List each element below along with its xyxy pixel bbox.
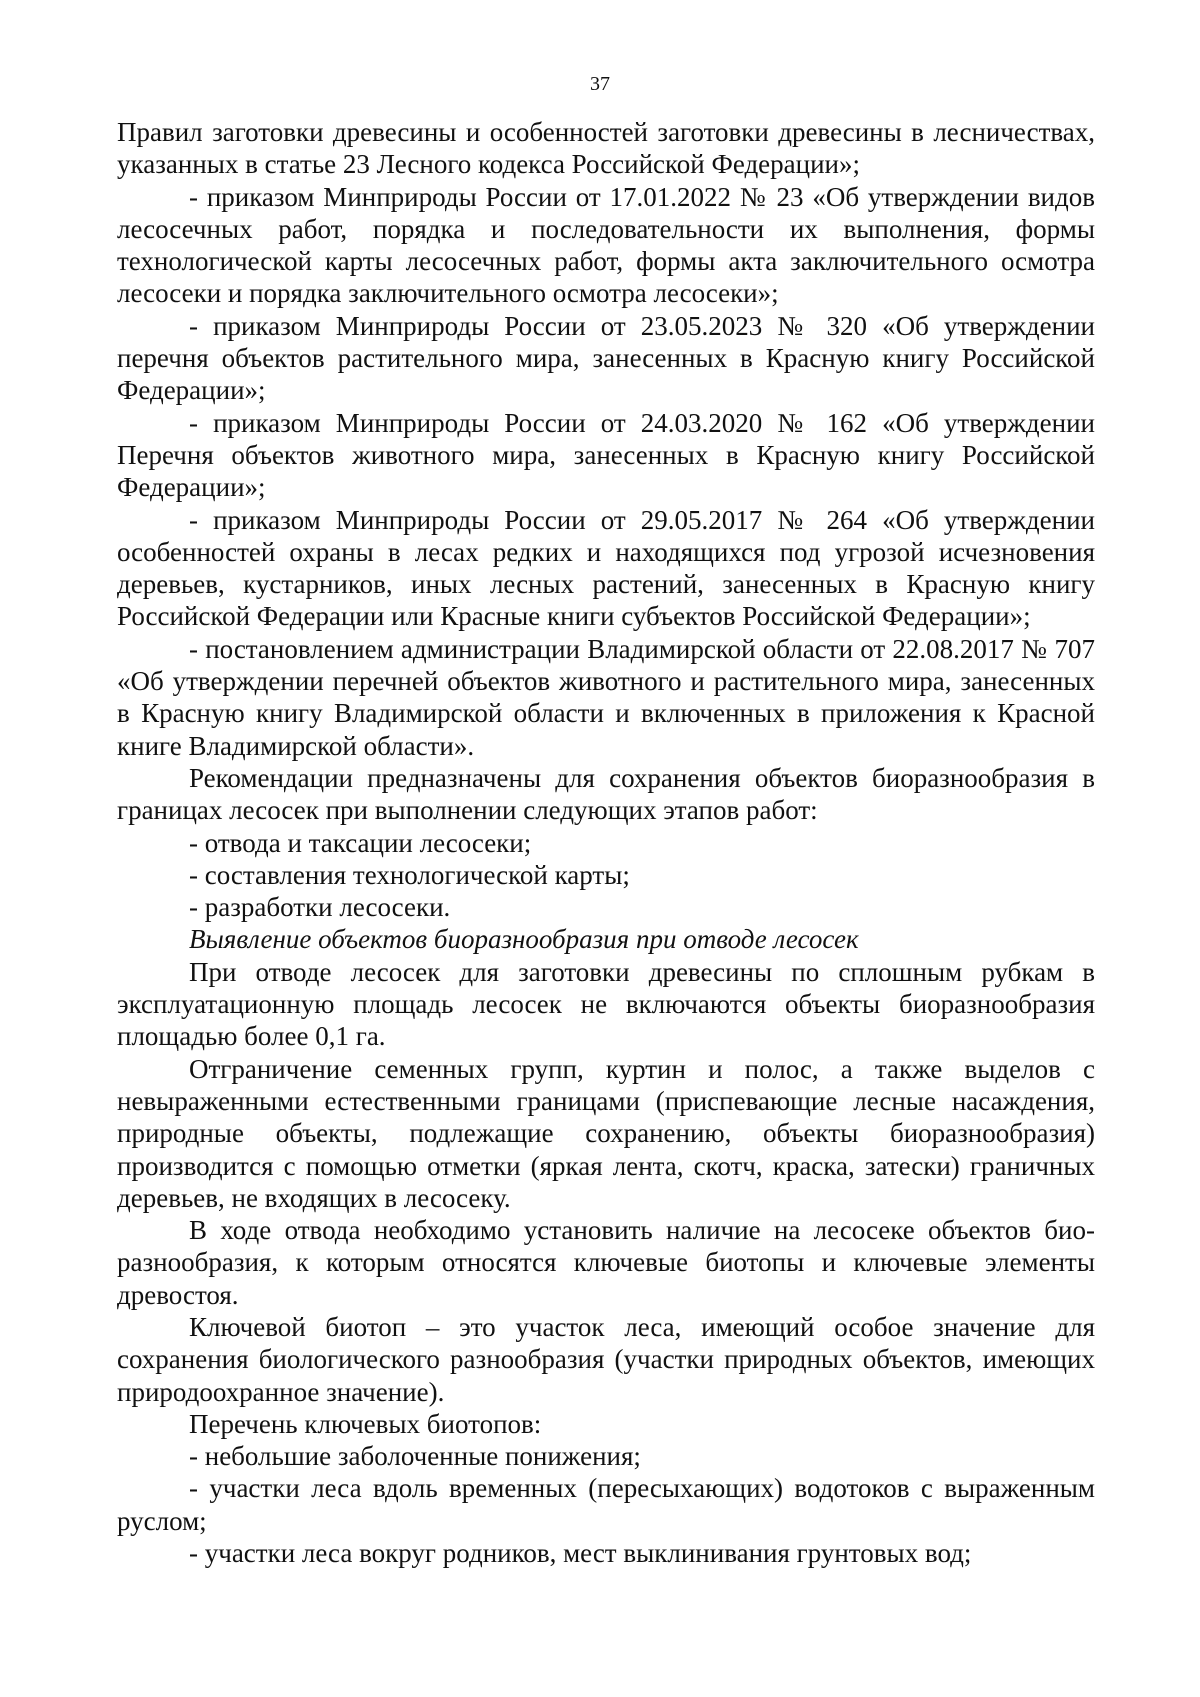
paragraph-allocation: При отводе лесосек для заготовки древесины по сплошным рубкам в эксплуатационную площадь лесосек не включаются объекты биоразнообразия площадью более 0,1 га.: [117, 956, 1095, 1052]
paragraph-delimitation: Отграничение семенных групп, куртин и полос, а также выделов с невыраженными естественными границами (приспевающие лесные насаждения, природные объекты, подлежащие сохранению, объекты биоразнообразия) производится с помощью отметки (яркая лента, скотч, краска, затески) граничных деревьев, не входящих в лесосеку.: [117, 1053, 1095, 1213]
list-item: - участки леса вдоль временных (пересыхающих) водотоков с выраженным руслом;: [117, 1473, 1095, 1536]
list-item: - отвода и таксации лесосеки;: [189, 827, 532, 858]
page-number: 37: [590, 73, 610, 95]
paragraph-order-320: - приказом Минприроды России от 23.05.2023 № 320 «Об утверждении перечня объектов растительного мира, занесенных в Красную книгу Российской Федерации»;: [117, 310, 1095, 406]
paragraph-order-23: - приказом Минприроды России от 17.01.2022 № 23 «Об утверждении видов лесосечных работ, порядка и последовательности их выполнения, формы технологической карты лесосечных работ, формы акта заключительного осмотра лесосеки и порядка заключительного осмотра лесосеки»;: [117, 181, 1095, 309]
list-item: - участки леса вокруг родников, мест выклинивания грунтовых вод;: [189, 1538, 972, 1569]
paragraph-key-biotope-definition: Ключевой биотоп – это участок леса, имеющий особое значение для сохранения биологического разнообразия (участки природных объектов, имеющих природоохранное значение).: [117, 1311, 1095, 1407]
paragraph-biotope-list-intro: Перечень ключевых биотопов:: [189, 1408, 542, 1439]
paragraph-biodiversity-check: В ходе отвода необходимо установить наличие на лесосеке объектов био-разнообразия, к которым относятся ключевые биотопы и ключевые элементы древостоя.: [117, 1215, 1095, 1310]
list-item: - составления технологической карты;: [189, 859, 630, 890]
paragraph-continuation: Правил заготовки древесины и особенностей заготовки древесины в лесничествах, указанных в статье 23 Лесного кодекса Российской Федерации»;: [117, 117, 1095, 180]
paragraph-order-162: - приказом Минприроды России от 24.03.2020 № 162 «Об утверждении Перечня объектов животного мира, занесенных в Красную книгу Российской Федерации»;: [117, 407, 1095, 503]
paragraph-resolution-707: - постановлением администрации Владимирской области от 22.08.2017 № 707 «Об утверждении перечней объектов животного и растительного мира, занесенных в Красную книгу Владимирской области и включенных в приложения к Красной книге Владимирской области».: [117, 633, 1095, 761]
list-item: - разработки лесосеки.: [189, 892, 451, 923]
list-item: - небольшие заболоченные понижения;: [189, 1441, 641, 1472]
paragraph-recommendations: Рекомендации предназначены для сохранения объектов биоразнообразия в границах лесосек при выполнении следующих этапов работ:: [117, 762, 1095, 826]
paragraph-order-264: - приказом Минприроды России от 29.05.2017 № 264 «Об утверждении особенностей охраны в лесах редких и находящихся под угрозой исчезновения деревьев, кустарников, иных лесных растений, занесенных в Красную книгу Российской Федерации или Красные книги субъектов Российской Федерации»;: [117, 504, 1095, 632]
section-heading: Выявление объектов биоразнообразия при отводе лесосек: [189, 924, 859, 955]
document-body: [117, 116, 1095, 1569]
